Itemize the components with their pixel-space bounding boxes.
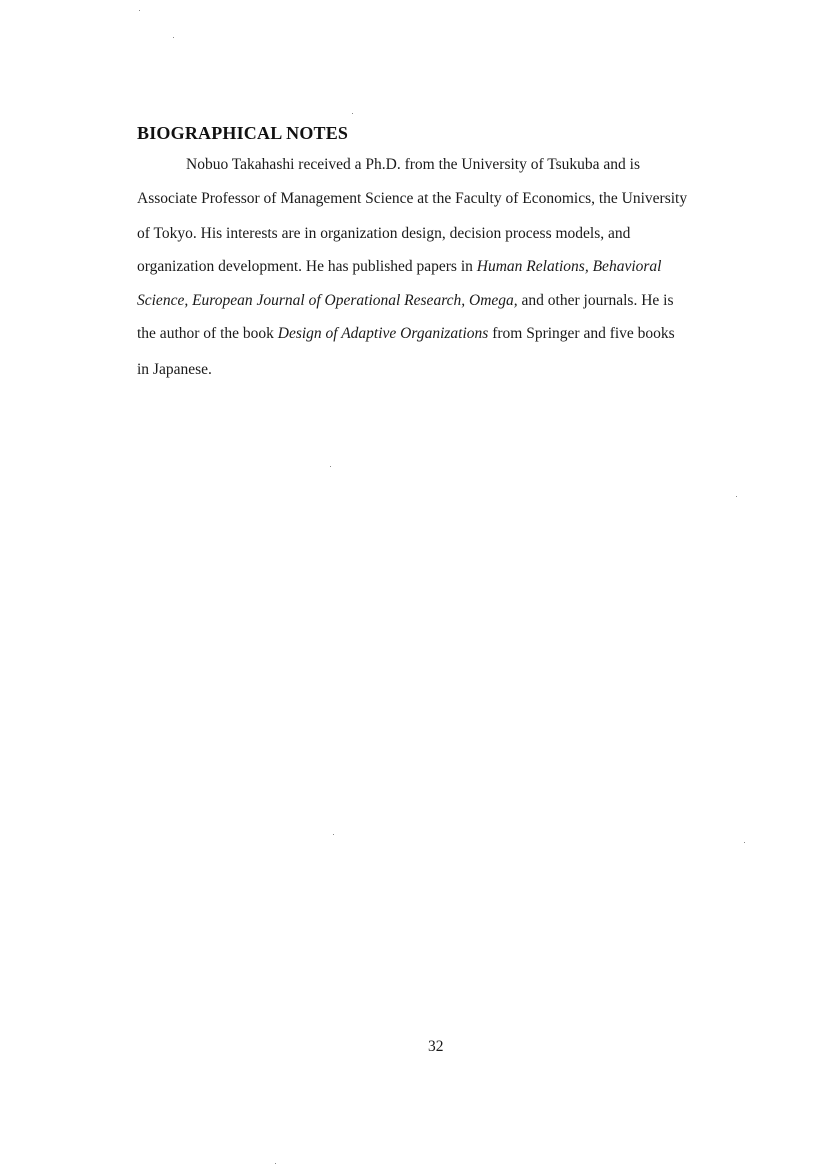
section-heading: BIOGRAPHICAL NOTES [137, 123, 349, 143]
journal-titles-italic: Science, European Journal of Operational Research, Omega, [137, 292, 518, 309]
book-title-italic: Design of Adaptive Organizations [277, 325, 489, 342]
paragraph-line: of Tokyo. His interests are in organization design, decision process models, and [137, 225, 631, 242]
page-number: 32 [428, 1038, 444, 1055]
paragraph-line: organization development. He has published papers in Human Relations, Behavioral [137, 258, 662, 275]
paragraph-line: Associate Professor of Management Science at the Faculty of Economics, the University [137, 190, 688, 207]
scan-speck [333, 834, 334, 835]
scan-speck [736, 496, 737, 497]
scan-speck [173, 37, 174, 38]
paragraph-line: Science, European Journal of Operational Research, Omega, and other journals. He is [137, 292, 674, 309]
scan-speck [139, 10, 140, 11]
scan-speck [275, 1163, 276, 1164]
paragraph-line: Nobuo Takahashi received a Ph.D. from the University of Tsukuba and is [186, 156, 640, 173]
scan-speck [330, 466, 331, 467]
journal-titles-italic: Human Relations, Behavioral [476, 258, 662, 275]
scan-speck [352, 113, 353, 114]
paragraph-line: in Japanese. [137, 361, 212, 378]
paragraph-line: the author of the book Design of Adaptive Organizations from Springer and five books [137, 325, 675, 342]
scan-speck [744, 842, 745, 843]
